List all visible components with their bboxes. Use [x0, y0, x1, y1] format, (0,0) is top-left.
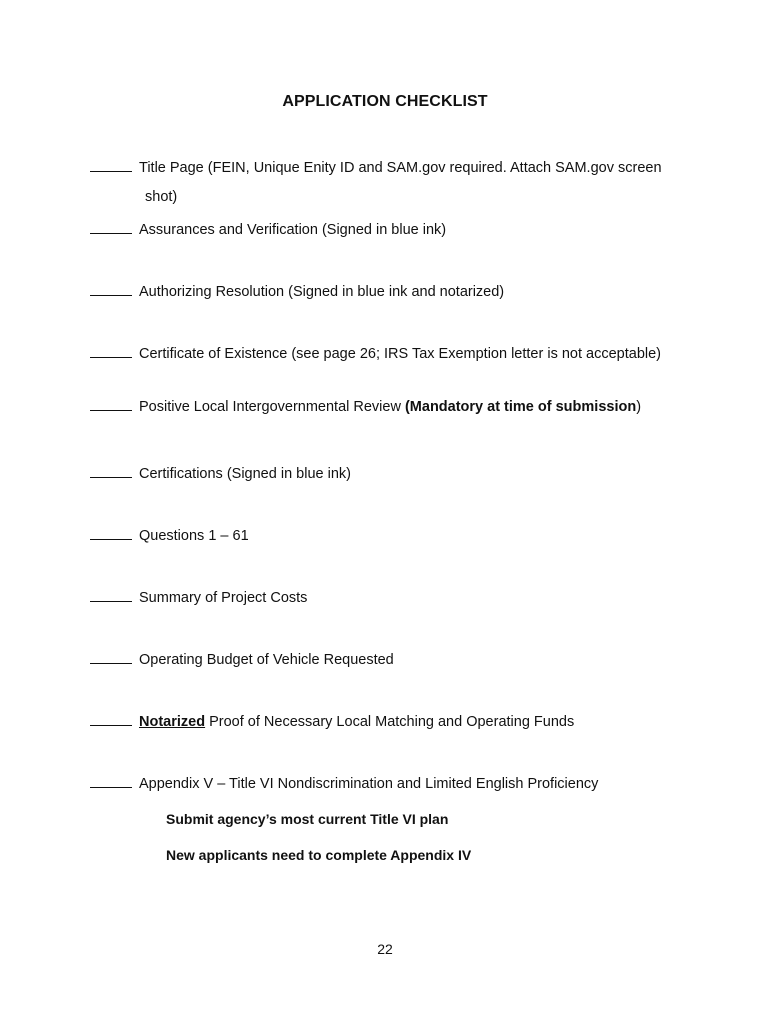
- item-text: Authorizing Resolution (Signed in blue ink and notarized): [139, 284, 505, 300]
- blank-line[interactable]: [90, 220, 132, 234]
- appendix-sub-item-appendix-iv: New applicants need to complete Appendix IV: [166, 847, 472, 863]
- blank-line[interactable]: [90, 344, 132, 358]
- blank-line[interactable]: [90, 158, 132, 172]
- item-text: Questions 1 – 61: [139, 528, 249, 544]
- item-bold-underlined-text: Notarized: [139, 714, 206, 730]
- item-text: Assurances and Verification (Signed in blue ink): [139, 222, 447, 238]
- blank-line[interactable]: [90, 282, 132, 296]
- blank-line[interactable]: [90, 464, 132, 478]
- checklist-item-assurances: [90, 220, 446, 239]
- item-text: Summary of Project Costs: [139, 590, 308, 606]
- blank-line[interactable]: [90, 397, 132, 411]
- item-text-after: ): [636, 399, 642, 415]
- checklist-item-title-page: [90, 158, 662, 177]
- checklist-item-intergovernmental-review: [90, 397, 641, 416]
- checklist-item-continuation: shot): [145, 189, 178, 205]
- item-text: Positive Local Intergovernmental Review: [139, 399, 405, 415]
- blank-line[interactable]: [90, 774, 132, 788]
- blank-line[interactable]: [90, 526, 132, 540]
- checklist-item-project-costs: [90, 588, 307, 607]
- item-text: Certifications (Signed in blue ink): [139, 466, 351, 482]
- checklist-item-appendix-v: [90, 774, 598, 793]
- item-text: Title Page (FEIN, Unique Enity ID and SAM.gov required. Attach SAM.gov screen: [139, 160, 662, 176]
- item-text-after: Proof of Necessary Local Matching and Operating Funds: [205, 714, 575, 730]
- item-text: Certificate of Existence (see page 26; IRS Tax Exemption letter is not acceptable): [139, 346, 661, 362]
- checklist-item-certifications: [90, 464, 351, 483]
- checklist-title: APPLICATION CHECKLIST: [282, 93, 488, 110]
- blank-line[interactable]: [90, 588, 132, 602]
- checklist-item-operating-budget: [90, 650, 394, 669]
- item-text: Operating Budget of Vehicle Requested: [139, 652, 394, 668]
- item-bold-text: (Mandatory at time of submission: [404, 399, 637, 415]
- blank-line[interactable]: [90, 650, 132, 664]
- checklist-item-authorizing-resolution: [90, 282, 504, 301]
- item-text: Appendix V – Title VI Nondiscrimination and Limited English Proficiency: [139, 776, 599, 792]
- checklist-item-questions: [90, 526, 249, 545]
- blank-line[interactable]: [90, 712, 132, 726]
- checklist-item-matching-funds: [90, 712, 574, 731]
- appendix-sub-item-title-vi-plan: Submit agency’s most current Title VI plan: [166, 811, 449, 827]
- checklist-item-certificate-of-existence: [90, 344, 661, 363]
- page-number: 22: [377, 941, 393, 957]
